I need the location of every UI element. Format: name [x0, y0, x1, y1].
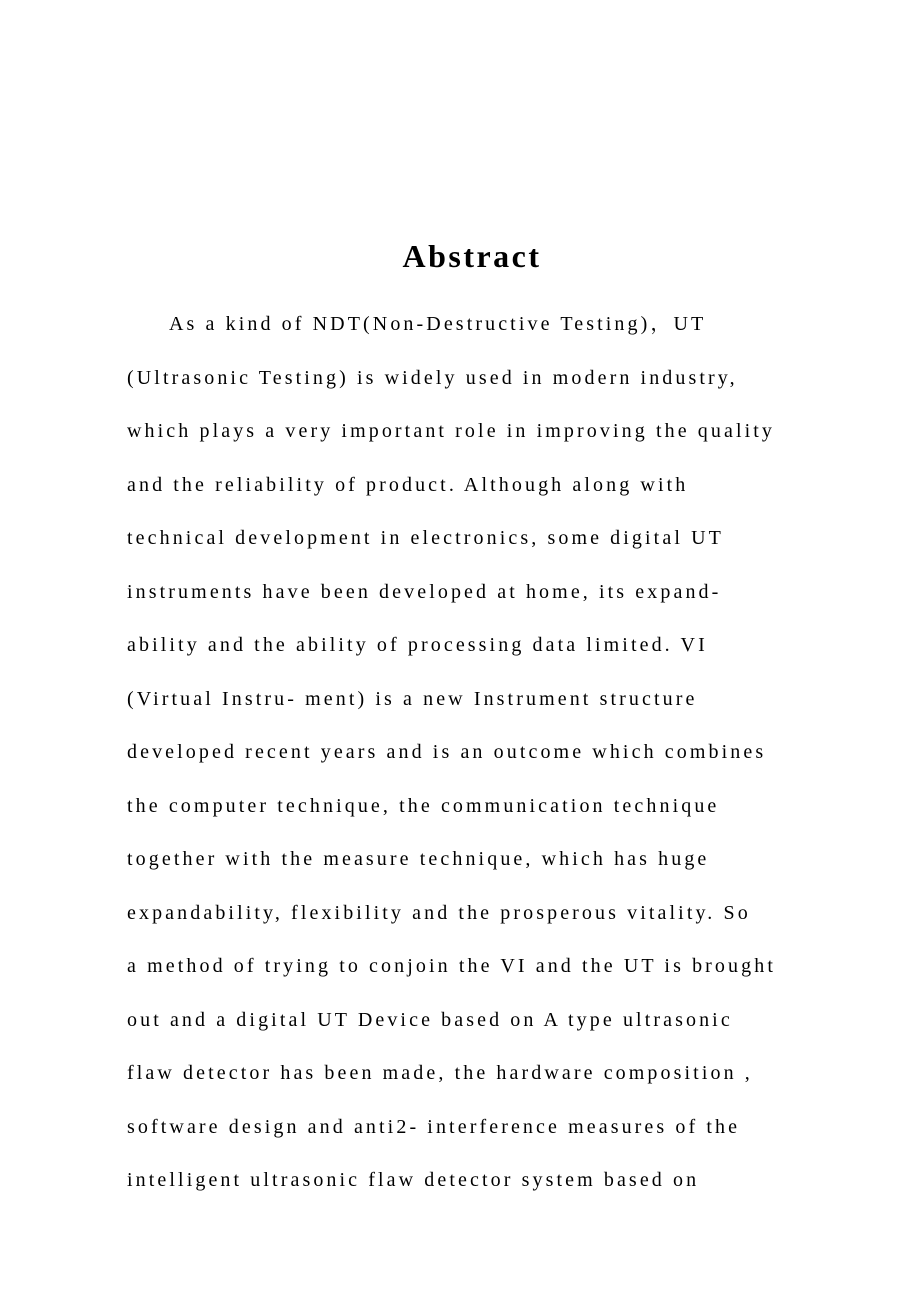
- abstract-line: out and a digital UT Device based on A type ultrasonic: [127, 1008, 733, 1031]
- abstract-line: software design and anti2- interference measures of the: [127, 1115, 741, 1138]
- abstract-line: instruments have been developed at home, its expand-: [127, 580, 722, 603]
- abstract-line: which plays a very important role in improving the quality: [127, 420, 776, 442]
- abstract-body: [127, 308, 827, 1218]
- abstract-line: developed recent years and is an outcome which combines: [127, 741, 767, 763]
- abstract-line: together with the measure technique, which has huge: [127, 848, 710, 870]
- abstract-line: a method of trying to conjoin the VI and the UT is brought: [127, 955, 776, 977]
- abstract-line: As a kind of NDT(Non-Destructive Testing)，UT: [169, 313, 707, 335]
- abstract-line: expandability, flexibility and the prosperous vitality. So: [127, 901, 751, 924]
- abstract-title: Abstract: [402, 238, 542, 274]
- abstract-line: and the reliability of product. Although along with: [127, 473, 689, 496]
- abstract-line: ability and the ability of processing data limited. VI: [127, 634, 708, 656]
- abstract-line: intelligent ultrasonic flaw detector system based on: [127, 1169, 700, 1191]
- abstract-line: flaw detector has been made, the hardware composition ,: [127, 1062, 753, 1084]
- abstract-line: (Ultrasonic Testing) is widely used in modern industry,: [127, 366, 738, 389]
- abstract-line: (Virtual Instru- ment) is a new Instrument structure: [127, 687, 698, 710]
- abstract-line: the computer technique, the communication technique: [127, 794, 720, 817]
- abstract-line: technical development in electronics, some digital UT: [127, 527, 724, 549]
